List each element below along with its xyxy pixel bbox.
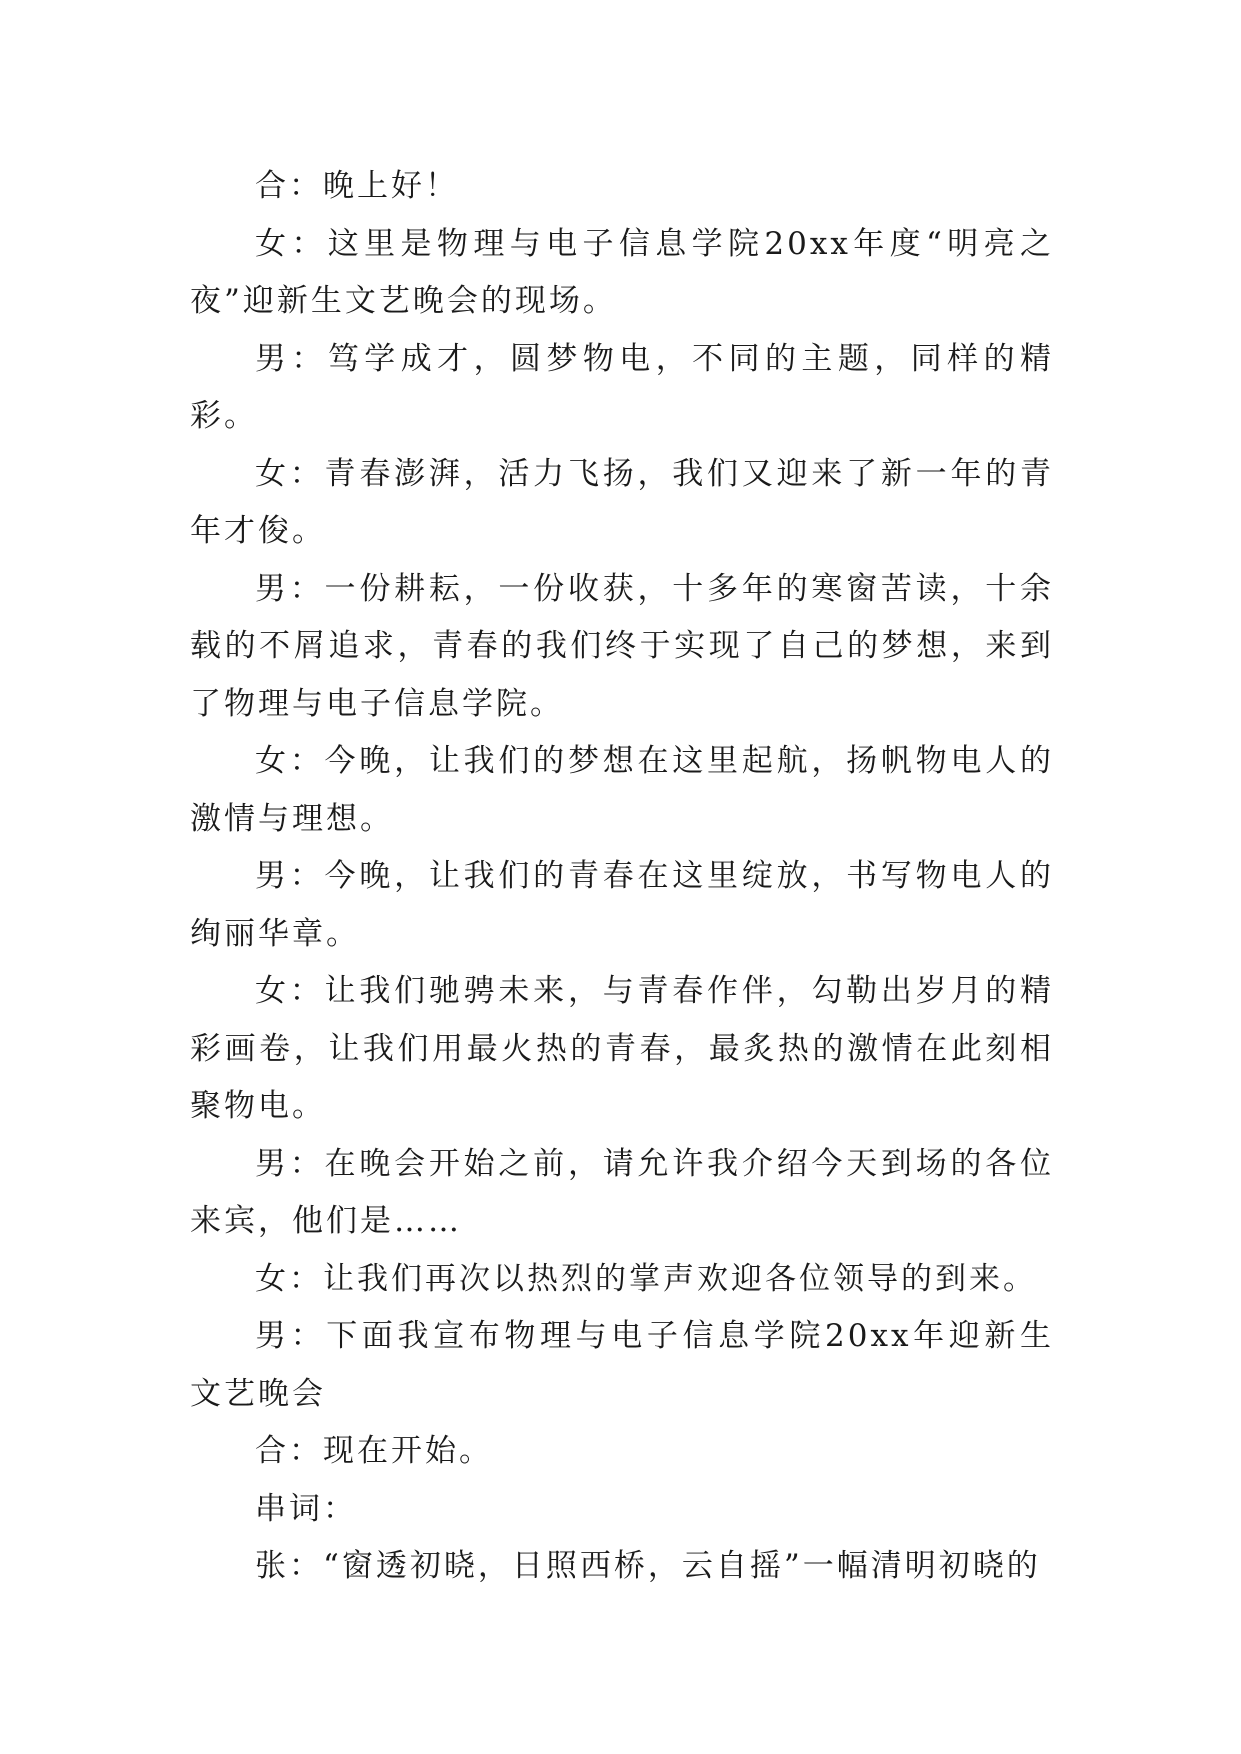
paragraph-theme: 男：笃学成才，圆梦物电，不同的主题，同样的精彩。	[190, 340, 1054, 434]
paragraph-script-heading: 串词：	[255, 1490, 357, 1527]
paragraph-start: 合：现在开始。	[255, 1433, 493, 1469]
paragraph-venue-intro: 女：这里是物理与电子信息学院20xx年度“明亮之夜”迎新生文艺晚会的现场。	[190, 225, 1054, 319]
paragraph-new-students: 女：青春澎湃，活力飞扬，我们又迎来了新一年的青年才俊。	[190, 455, 1054, 549]
document-body	[190, 158, 1054, 1596]
paragraph-zhang: 张：“窗透初晓，日照西桥，云自摇”一幅清明初晓的	[255, 1548, 1041, 1584]
paragraph-dream-sail: 女：今晚，让我们的梦想在这里起航，扬帆物电人的激情与理想。	[190, 743, 1054, 837]
paragraph-hard-work: 男：一份耕耘，一份收获，十多年的寒窗苦读，十余载的不屑追求，青春的我们终于实现了自己的梦想，来到了物理与电子信息学院。	[190, 570, 1054, 722]
paragraph-gather: 女：让我们驰骋未来，与青春作伴，勾勒出岁月的精彩画卷，让我们用最火热的青春，最炙热的激情在此刻相聚物电。	[190, 973, 1054, 1124]
paragraph-youth-bloom: 男：今晚，让我们的青春在这里绽放，书写物电人的绚丽华章。	[190, 858, 1054, 952]
paragraph-welcome-leaders: 女：让我们再次以热烈的掌声欢迎各位领导的到来。	[255, 1260, 1037, 1297]
paragraph-guest-intro: 男：在晚会开始之前，请允许我介绍今天到场的各位来宾，他们是……	[190, 1145, 1054, 1239]
paragraph-opening-greeting: 合：晚上好！	[255, 168, 459, 204]
paragraph-announcement: 男：下面我宣布物理与电子信息学院20xx年迎新生文艺晚会	[190, 1318, 1054, 1412]
